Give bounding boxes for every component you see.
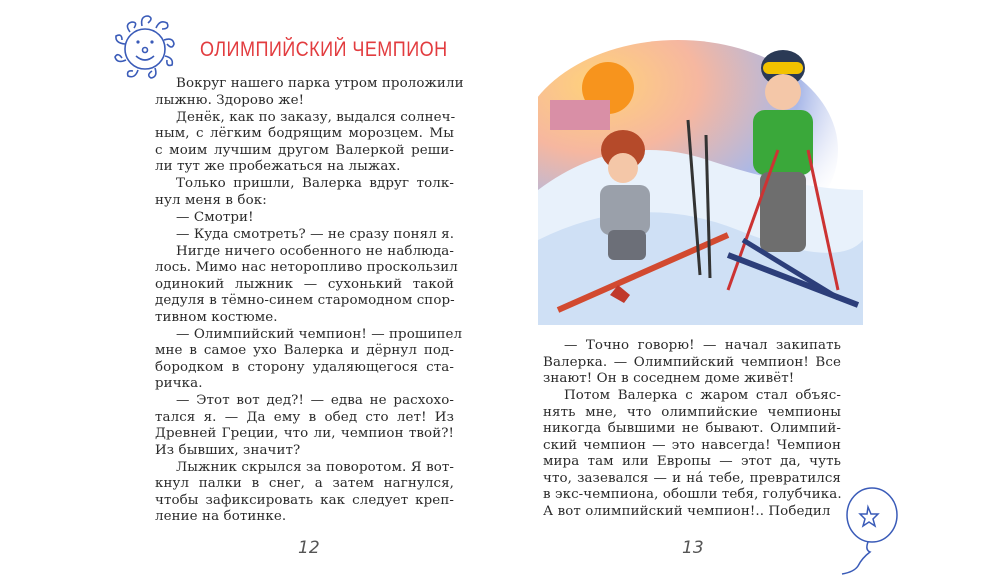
text-line: нул меня в бок: bbox=[155, 192, 267, 208]
text-line: мира там или Европы — этот да, чуть bbox=[543, 454, 841, 469]
text-line: мне в самое ухо Валерка и дёрнул под- bbox=[155, 343, 454, 358]
text-line: никогда бывшими не бывают. Олимпий- bbox=[543, 421, 841, 436]
right-page-text bbox=[543, 338, 841, 521]
text-line: кнул палки в снег, а затем нагнулся, bbox=[155, 476, 454, 491]
page-number-right: 13 bbox=[682, 538, 704, 558]
paragraph bbox=[155, 393, 454, 459]
text-line: ление на ботинке. bbox=[155, 509, 287, 524]
text-line: тался я. — Да ему в обед сто лет! Из bbox=[155, 409, 454, 425]
text-line: ричка. bbox=[155, 376, 203, 391]
text-line: — Олимпийский чемпион! — прошипел bbox=[176, 326, 463, 342]
text-line: — Смотри! bbox=[176, 209, 254, 225]
text-line: — Этот вот дед?! — едва не расхохо- bbox=[176, 393, 454, 408]
left-page-text bbox=[155, 76, 464, 526]
skiers-illustration bbox=[538, 40, 863, 325]
text-line: Только пришли, Валерка вдруг толк- bbox=[176, 176, 454, 191]
paragraph bbox=[543, 338, 841, 388]
text-line: — Точно говорю! — начал закипать bbox=[564, 338, 841, 353]
paragraph bbox=[155, 76, 464, 109]
text-line: — Куда смотреть? — не сразу понял я. bbox=[176, 226, 455, 242]
text-line: Вокруг нашего парка утром проложили bbox=[176, 76, 464, 91]
text-line: Из бывших, значит? bbox=[155, 442, 301, 458]
paragraph bbox=[155, 227, 454, 244]
text-line: лось. Мимо нас неторопливо проскользил bbox=[155, 260, 458, 275]
chapter-title: ОЛИМПИЙСКИЙ ЧЕМПИОН bbox=[200, 38, 448, 61]
text-line: с моим лучшим другом Валеркой реши- bbox=[155, 142, 454, 158]
text-line: Потом Валерка с жаром стал объяс- bbox=[564, 388, 841, 403]
text-line: дедуля в тёмно-синем старомодном спор- bbox=[155, 293, 455, 308]
text-line: в экс-чемпиона, обошли тебя, голубчика. bbox=[543, 487, 842, 502]
text-line: бородком в сторону удаляющегося ста- bbox=[155, 359, 454, 375]
paragraph bbox=[155, 176, 454, 209]
paragraph bbox=[155, 210, 454, 227]
text-line: лыжню. Здорово же! bbox=[155, 92, 305, 108]
sun-doodle-icon bbox=[100, 12, 190, 84]
text-line: Денёк, как по заказу, выдался солнеч- bbox=[176, 109, 456, 125]
text-line: нять мне, что олимпийские чемпионы bbox=[543, 404, 841, 420]
text-line: Нигде ничего особенного не наблюда- bbox=[176, 243, 454, 259]
text-line: знают! Он в соседнем доме живёт! bbox=[543, 371, 795, 386]
text-line: Древней Греции, что ли, чемпион твой?! bbox=[155, 426, 454, 441]
text-line: А вот олимпийский чемпион!.. Победил bbox=[543, 503, 831, 519]
paragraph bbox=[543, 388, 841, 520]
text-line: Лыжник скрылся за поворотом. Я вот- bbox=[176, 459, 454, 475]
paragraph bbox=[155, 460, 454, 526]
paragraph bbox=[155, 326, 463, 393]
paragraph bbox=[155, 110, 454, 176]
text-line: Валерка. — Олимпийский чемпион! Все bbox=[543, 354, 841, 370]
text-line: чтобы зафиксировать как следует креп- bbox=[155, 492, 454, 508]
text-line: ным, с лёгким бодрящим морозцем. Мы bbox=[155, 126, 454, 141]
paragraph bbox=[155, 243, 458, 327]
text-line: одинокий лыжник — сухонький такой bbox=[155, 276, 454, 292]
text-line: ский чемпион — это навсегда! Чемпион bbox=[543, 437, 841, 453]
balloon-doodle-icon bbox=[830, 485, 910, 575]
text-line: ли тут же пробежаться на лыжах. bbox=[155, 159, 401, 174]
text-line: тивном костюме. bbox=[155, 309, 278, 325]
text-line: что, зазевался — и нá тебе, превратился bbox=[543, 470, 841, 486]
page-number-left: 12 bbox=[298, 538, 320, 558]
